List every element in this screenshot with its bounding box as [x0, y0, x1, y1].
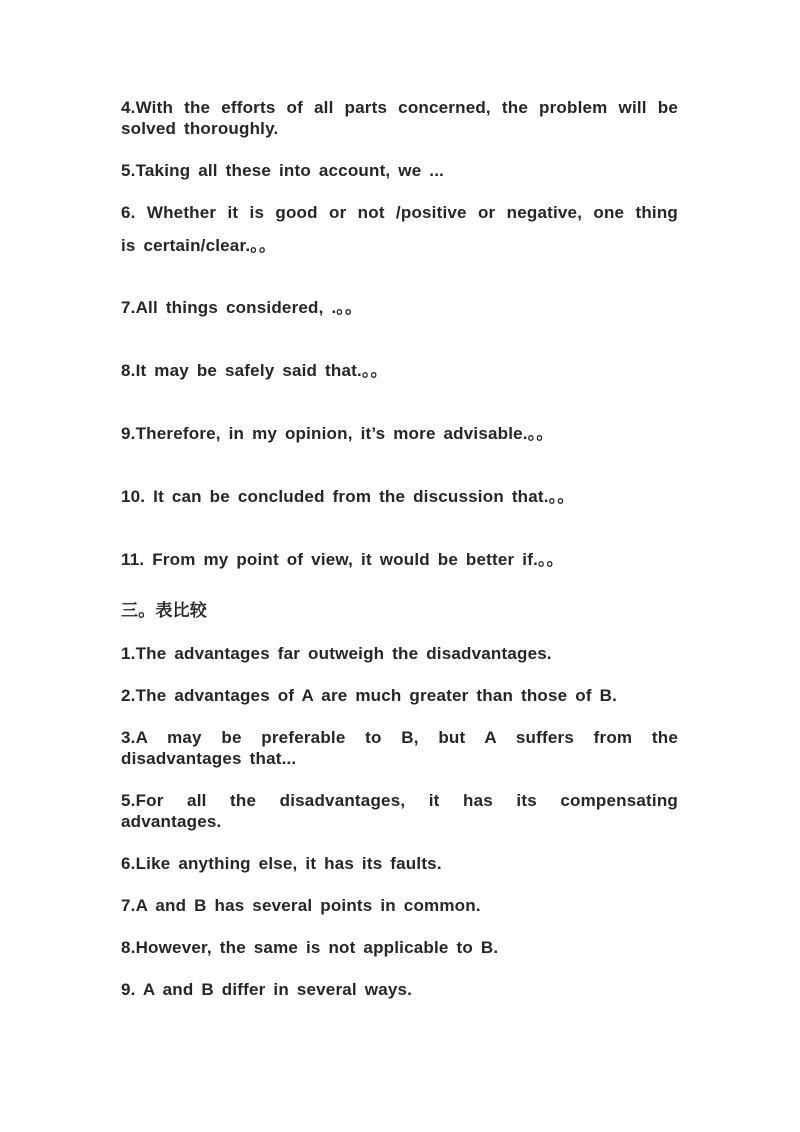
text-line: 6. Whether it is good or not /positive or negative, one thing [121, 203, 678, 222]
text-line: 7.All things considered, .。。 [121, 298, 363, 317]
text-line: 11. From my point of view, it would be better if.。。 [121, 550, 564, 569]
text-line: 5.Taking all these into account, we ... [121, 161, 445, 180]
text-line: 2.The advantages of A are much greater than those of B. [121, 686, 618, 705]
text-line: 5.For all the disadvantages, it has its compensating [121, 791, 678, 810]
text-line: 1.The advantages far outweigh the disadvantages. [121, 644, 552, 663]
text-line: advantages. [121, 812, 222, 831]
section-heading: 三。表比较 [121, 601, 207, 621]
text-line: 8.However, the same is not applicable to B. [121, 938, 499, 957]
text-line: disadvantages that... [121, 749, 297, 768]
text-line: is certain/clear.。。 [121, 236, 277, 255]
text-line: 9. A and B differ in several ways. [121, 980, 413, 999]
text-line: 6.Like anything else, it has its faults. [121, 854, 442, 873]
text-line: solved thoroughly. [121, 119, 279, 138]
text-line: 4.With the efforts of all parts concerned, the problem will be [121, 98, 678, 117]
text-line: 10. It can be concluded from the discussion that.。。 [121, 487, 575, 506]
text-line: 9.Therefore, in my opinion, it’s more advisable.。。 [121, 424, 554, 443]
text-line: 3.A may be preferable to B, but A suffers from the [121, 728, 678, 747]
text-line: 7.A and B has several points in common. [121, 896, 481, 915]
text-line: 8.It may be safely said that.。。 [121, 361, 388, 380]
